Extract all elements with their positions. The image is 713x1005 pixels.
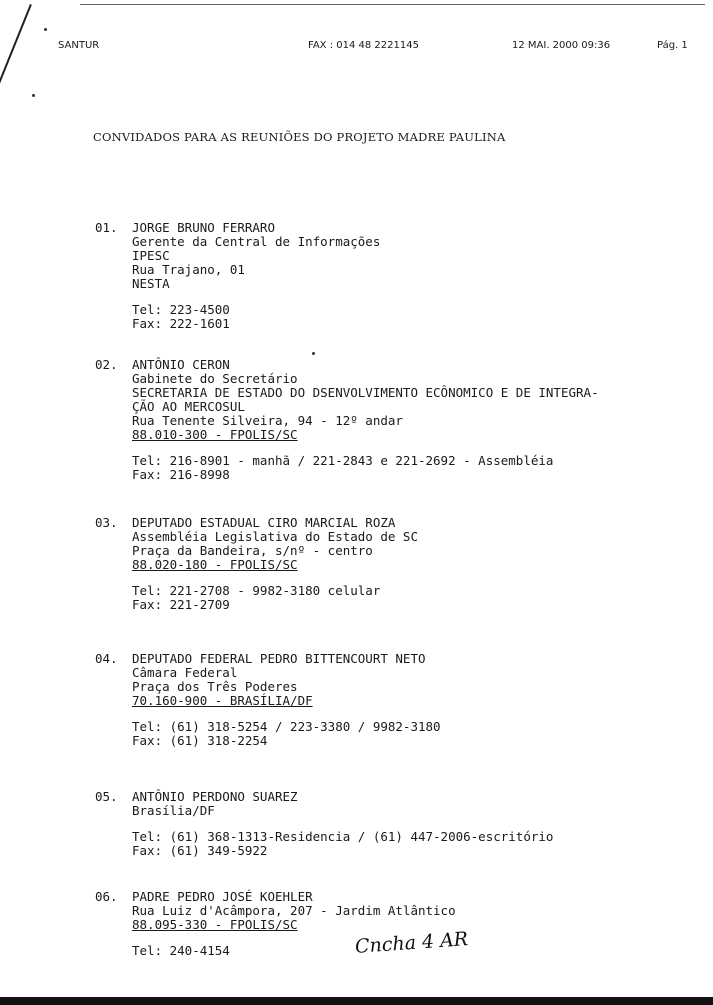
entry-contact: Fax: 216-8998 xyxy=(132,467,230,482)
entry-address-block xyxy=(132,516,418,612)
entry-contact: Tel: (61) 318-5254 / 223-3380 / 9982-3180 xyxy=(132,719,441,734)
fax-date: 12 MAI. 2000 09:36 xyxy=(512,40,611,51)
fax-page-number: Pág. 1 xyxy=(657,40,688,51)
entry-number: 06. xyxy=(95,889,118,904)
entry-contact: Fax: (61) 349-5922 xyxy=(132,843,268,858)
entry-number: 03. xyxy=(95,515,118,530)
entry-contact: Tel: (61) 368-1313-Residencia / (61) 447-2006-escritório xyxy=(132,829,554,844)
entry-line: Praça dos Três Poderes xyxy=(132,679,298,694)
entry-number: 01. xyxy=(95,220,118,235)
entry-address-block xyxy=(132,221,380,331)
top-border-line xyxy=(80,4,705,5)
entry-line: JORGE BRUNO FERRARO xyxy=(132,220,275,235)
entry-line: ÇÃO AO MERCOSUL xyxy=(132,399,245,414)
entry-postal-code: 70.160-900 - BRASÍLIA/DF xyxy=(132,693,313,708)
entry-line: PADRE PEDRO JOSÉ KOEHLER xyxy=(132,889,313,904)
entry-line: Rua Luiz d'Acâmpora, 207 - Jardim Atlântico xyxy=(132,903,456,918)
bottom-border-bar xyxy=(0,997,713,1005)
entry-line: Praça da Bandeira, s/nº - centro xyxy=(132,543,373,558)
entry-line: Gerente da Central de Informações xyxy=(132,234,381,249)
fax-header xyxy=(0,40,713,56)
entry-address-block xyxy=(132,790,553,858)
entry-address-block xyxy=(132,652,441,748)
entry-contact: Tel: 216-8901 - manhã / 221-2843 e 221-2692 - Assembléia xyxy=(132,453,554,468)
speck-mark xyxy=(312,352,315,355)
entry-line: ANTÔNIO CERON xyxy=(132,357,230,372)
entry-number: 05. xyxy=(95,789,118,804)
fax-number: FAX : 014 48 2221145 xyxy=(308,40,419,51)
entry-line: NESTA xyxy=(132,276,170,291)
entry-line: Rua Tenente Silveira, 94 - 12º andar xyxy=(132,413,403,428)
speck-mark xyxy=(32,94,35,97)
entry-address-block xyxy=(132,358,599,482)
fax-sender: SANTUR xyxy=(58,40,100,51)
entry-line: Gabinete do Secretário xyxy=(132,371,298,386)
entry-contact: Fax: 222-1601 xyxy=(132,316,230,331)
entry-line: Câmara Federal xyxy=(132,665,238,680)
entry-contact: Tel: 240-4154 xyxy=(132,943,230,958)
entry-postal-code: 88.020-180 - FPOLIS/SC xyxy=(132,557,298,572)
entry-line: SECRETARIA DE ESTADO DO DSENVOLVIMENTO ECÔNOMICO E DE INTEGRA- xyxy=(132,385,599,400)
entry-number: 02. xyxy=(95,357,118,372)
entry-line: Rua Trajano, 01 xyxy=(132,262,245,277)
handwritten-note: Cncha 4 AR xyxy=(354,928,469,958)
entry-line: Assembléia Legislativa do Estado de SC xyxy=(132,529,418,544)
entry-postal-code: 88.010-300 - FPOLIS/SC xyxy=(132,427,298,442)
entry-line: ANTÔNIO PERDONO SUAREZ xyxy=(132,789,298,804)
entry-contact: Fax: 221-2709 xyxy=(132,597,230,612)
document-title: CONVIDADOS PARA AS REUNIÕES DO PROJETO MADRE PAULINA xyxy=(93,130,506,144)
entry-line: Brasília/DF xyxy=(132,803,215,818)
entry-contact: Tel: 221-2708 - 9982-3180 celular xyxy=(132,583,381,598)
entry-line: DEPUTADO ESTADUAL CIRO MARCIAL ROZA xyxy=(132,515,396,530)
entry-contact: Tel: 223-4500 xyxy=(132,302,230,317)
speck-mark xyxy=(44,28,47,31)
entry-contact: Fax: (61) 318-2254 xyxy=(132,733,268,748)
entry-line: DEPUTADO FEDERAL PEDRO BITTENCOURT NETO xyxy=(132,651,426,666)
entry-number: 04. xyxy=(95,651,118,666)
entry-postal-code: 88.095-330 - FPOLIS/SC xyxy=(132,917,298,932)
entry-line: IPESC xyxy=(132,248,170,263)
